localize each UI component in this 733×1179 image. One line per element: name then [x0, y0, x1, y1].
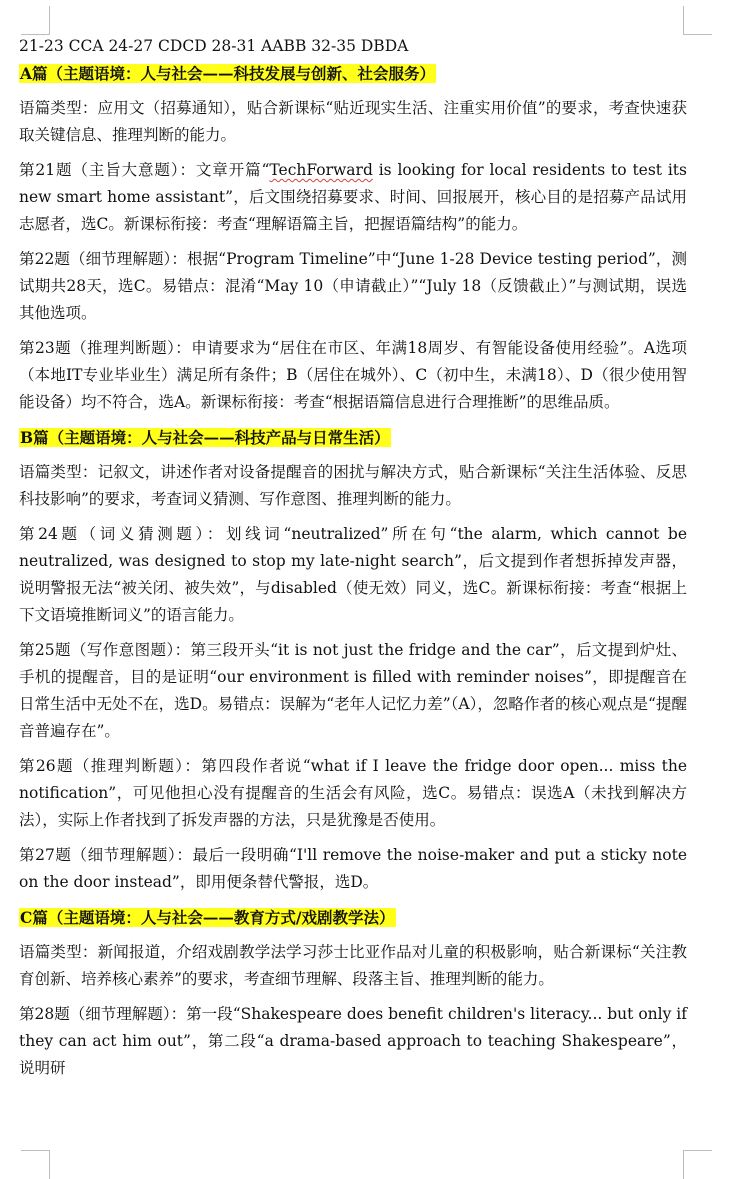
section-c-heading [19, 904, 687, 931]
section-c-heading-text: C篇（主题语境：人与社会——教育方式/戏剧教学法） [20, 908, 395, 927]
question-24-analysis: 第24题（词义猜测题）：划线词“neutralized”所在句“the alarm, which cannot be neutralized, was designed to stop my late-night search”，后文提到作者想拆掉发声器，说明警报无法“被关闭、被失效”，与disabled（使无效）同义，选C。新课标衔接：考查“根据上下文语境推断词义”的语言能力。 [19, 525, 687, 624]
question-27-analysis: 第27题（细节理解题）：最后一段明确“I'll remove the noise-maker and put a sticky note on the door instead”，即用便条替代警报，选D。 [19, 846, 687, 891]
question-25-analysis: 第25题（写作意图题）：第三段开头“it is not just the fridge and the car”，后文提到炉灶、手机的提醒音，目的是证明“our environment is filled with reminder noises”，即提醒音在日常生活中无处不在，选D。易错点：误解为“老年人记忆力差”（A），忽略作者的核心观点是“提醒音普遍存在”。 [19, 641, 687, 740]
section-b-heading [19, 424, 687, 451]
crop-mark-top-left [21, 6, 50, 35]
crop-mark-top-right [683, 6, 712, 35]
question-22-analysis: 第22题（细节理解题）：根据“Program Timeline”中“June 1-28 Device testing period”，测试期共28天，选C。易错点：混淆“May 10（申请截止）”“July 18（反馈截止）”与测试期，误选其他选项。 [19, 250, 687, 322]
document-body [19, 33, 687, 1090]
question-26-analysis: 第26题（推理判断题）：第四段作者说“what if I leave the fridge door open... miss the notification”，可见他担心没有提醒音的生活会有风险，选C。易错点：误选A（未找到解决方法），实际上作者找到了拆发声器的方法，只是犹豫是否使用。 [19, 757, 687, 829]
section-c-text-type: 语篇类型：新闻报道，介绍戏剧教学法学习莎士比亚作品对儿童的积极影响，贴合新课标“关注教育创新、培养核心素养”的要求，考查细节理解、段落主旨、推理判断的能力。 [19, 943, 687, 988]
section-a-text-type: 语篇类型：应用文（招募通知），贴合新课标“贴近现实生活、注重实用价值”的要求，考查快速获取关键信息、推理判断的能力。 [19, 99, 687, 144]
section-a-heading-text: A篇（主题语境：人与社会——科技发展与创新、社会服务） [20, 64, 436, 83]
crop-mark-bottom-left [21, 1150, 50, 1179]
question-23-analysis: 第23题（推理判断题）：申请要求为“居住在市区、年满18周岁、有智能设备使用经验”。A选项（本地IT专业毕业生）满足所有条件；B（居住在城外）、C（初中生，未满18）、D（很少使用智能设备）均不符合，选A。新课标衔接：考查“根据语篇信息进行合理推断”的思维品质。 [19, 339, 687, 411]
crop-mark-bottom-right [683, 1150, 712, 1179]
question-21-analysis: 第21题（主旨大意题）：文章开篇“TechForward is looking for local residents to test its new smart home assistant”，后文围绕招募要求、时间、回报展开，核心目的是招募产品试用志愿者，选C。新课标衔接：考查“理解语篇主旨，把握语篇结构”的能力。 [19, 161, 687, 233]
answer-key: 21-23 CCA 24-27 CDCD 28-31 AABB 32-35 DBDA [19, 37, 409, 55]
section-b-heading-text: B篇（主题语境：人与社会——科技产品与日常生活） [20, 428, 390, 447]
spellcheck-underline: TechForward [269, 161, 373, 179]
section-b-text-type: 语篇类型：记叙文，讲述作者对设备提醒音的困扰与解决方式，贴合新课标“关注生活体验、反思科技影响”的要求，考查词义猜测、写作意图、推理判断的能力。 [19, 463, 687, 508]
question-28-analysis: 第28题（细节理解题）：第一段“Shakespeare does benefit children's literacy... but only if they can act him out”，第二段“a drama-based approach to teaching Shakespeare”，说明研 [19, 1005, 687, 1077]
section-a-heading [19, 60, 687, 87]
